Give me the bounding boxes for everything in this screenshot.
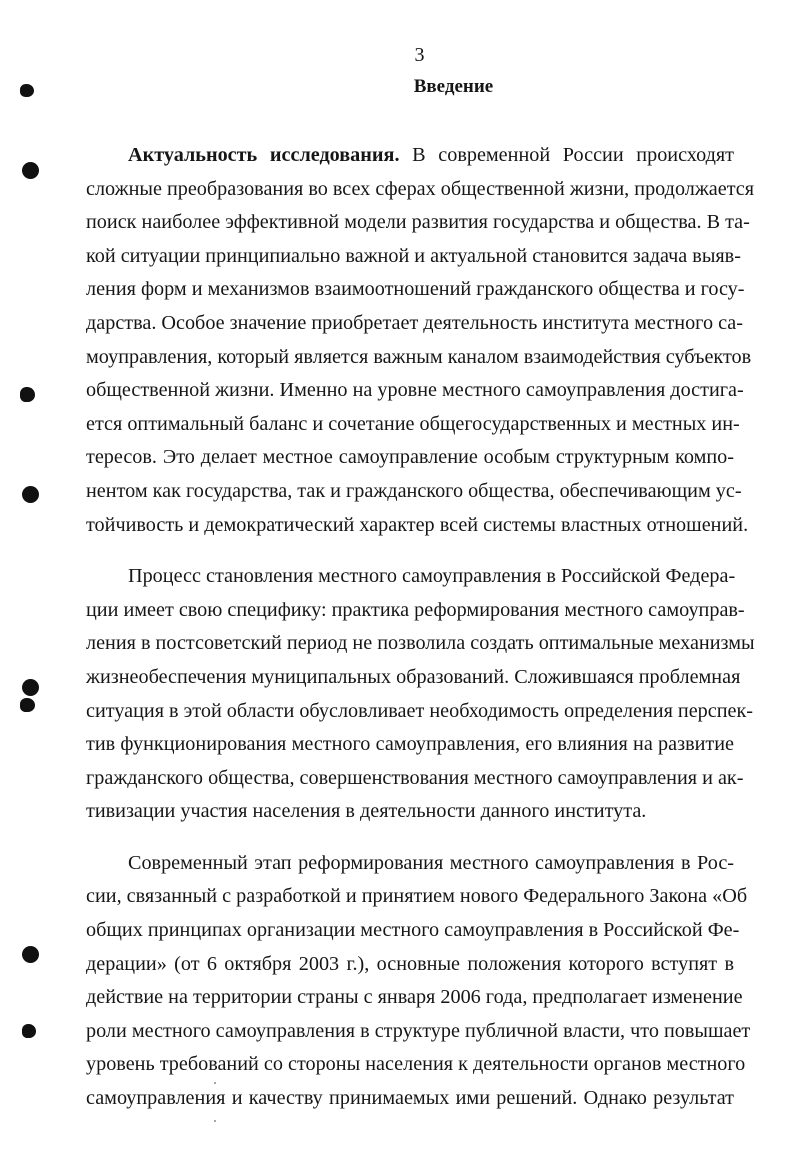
- text-line: гражданского общества, совершенствования местного самоуправления и ак-: [86, 766, 744, 789]
- text-line: тив функционирования местного самоуправления, его влияния на развитие: [86, 733, 734, 756]
- body-text: [86, 139, 755, 1116]
- text-line: поиск наиболее эффективной модели развития государства и общества. В та-: [86, 211, 750, 234]
- text-line: ситуация в этой области обусловливает необходимость определения перспек-: [86, 699, 754, 722]
- relevance-lead: Актуальность исследования.: [128, 144, 400, 166]
- punch-hole: [20, 698, 35, 712]
- punch-hole: [22, 486, 39, 503]
- text-line: ления форм и механизмов взаимоотношений гражданского общества и госу-: [86, 278, 745, 301]
- text-line: роли местного самоуправления в структуре публичной власти, что повышает: [86, 1019, 751, 1042]
- punch-hole: [22, 162, 39, 179]
- text-line: ления в постсоветский период не позволила создать оптимальные механизмы: [86, 632, 755, 655]
- paragraph-relevance: [86, 139, 755, 542]
- paragraph-gap: [86, 542, 734, 560]
- text-line: ется оптимальный баланс и сочетание общегосударственных и местных ин-: [86, 412, 740, 435]
- text-line: общих принципах организации местного самоуправления в Российской Фе-: [86, 919, 740, 942]
- text-line: тивизации участия населения в деятельности данного института.: [86, 800, 647, 823]
- text-line: кой ситуации принципиально важной и актуальной становится задача выяв-: [86, 244, 741, 267]
- text-line: общественной жизни. Именно на уровне местного самоуправления достига-: [86, 379, 744, 402]
- section-heading: Введение: [413, 76, 494, 97]
- text-line: сложные преобразования во всех сферах общественной жизни, продолжается: [86, 177, 755, 200]
- text-line: самоуправления и качеству принимаемых ими решений. Однако результат: [86, 1087, 734, 1110]
- text-line: сии, связанный с разработкой и принятием нового Федерального Закона «Об: [86, 885, 748, 908]
- page-number: 3: [414, 44, 425, 66]
- punch-hole: [20, 387, 35, 402]
- punch-hole: [22, 946, 39, 963]
- paragraph-formation: [86, 560, 755, 829]
- text-line: уровень требований со стороны населения к деятельности органов местного: [86, 1053, 746, 1076]
- paragraph-reform: [86, 847, 751, 1116]
- text-line: ции имеет свою специфику: практика реформирования местного самоуправ-: [86, 598, 745, 621]
- scan-speck: [214, 1120, 216, 1122]
- text-line: тересов. Это делает местное самоуправление особым структурным компо-: [86, 446, 734, 469]
- text-line: дарства. Особое значение приобретает деятельность института местного са-: [86, 311, 743, 334]
- text-line: дерации» (от 6 октября 2003 г.), основные положения которого вступят в: [86, 952, 734, 975]
- text-line: моуправления, который является важным каналом взаимодействия субъектов: [86, 345, 752, 368]
- text-line: Процесс становления местного самоуправления в Российской Федера-: [128, 565, 736, 588]
- text-line: тойчивость и демократический характер всей системы властных отношений.: [86, 513, 749, 536]
- paragraph-gap: [86, 829, 734, 847]
- text-line: Актуальность исследования. В современной России происходят: [128, 144, 734, 166]
- punch-hole: [20, 84, 34, 97]
- text-line: жизнеобеспечения муниципальных образований. Сложившаяся проблемная: [86, 665, 741, 688]
- punch-hole: [22, 679, 39, 696]
- text-line: Современный этап реформирования местного самоуправления в Рос-: [128, 851, 734, 874]
- punch-hole: [22, 1024, 36, 1038]
- text-line: действие на территории страны с января 2006 года, предполагает изменение: [86, 986, 743, 1009]
- text-line: нентом как государства, так и гражданского общества, обеспечивающим ус-: [86, 479, 742, 502]
